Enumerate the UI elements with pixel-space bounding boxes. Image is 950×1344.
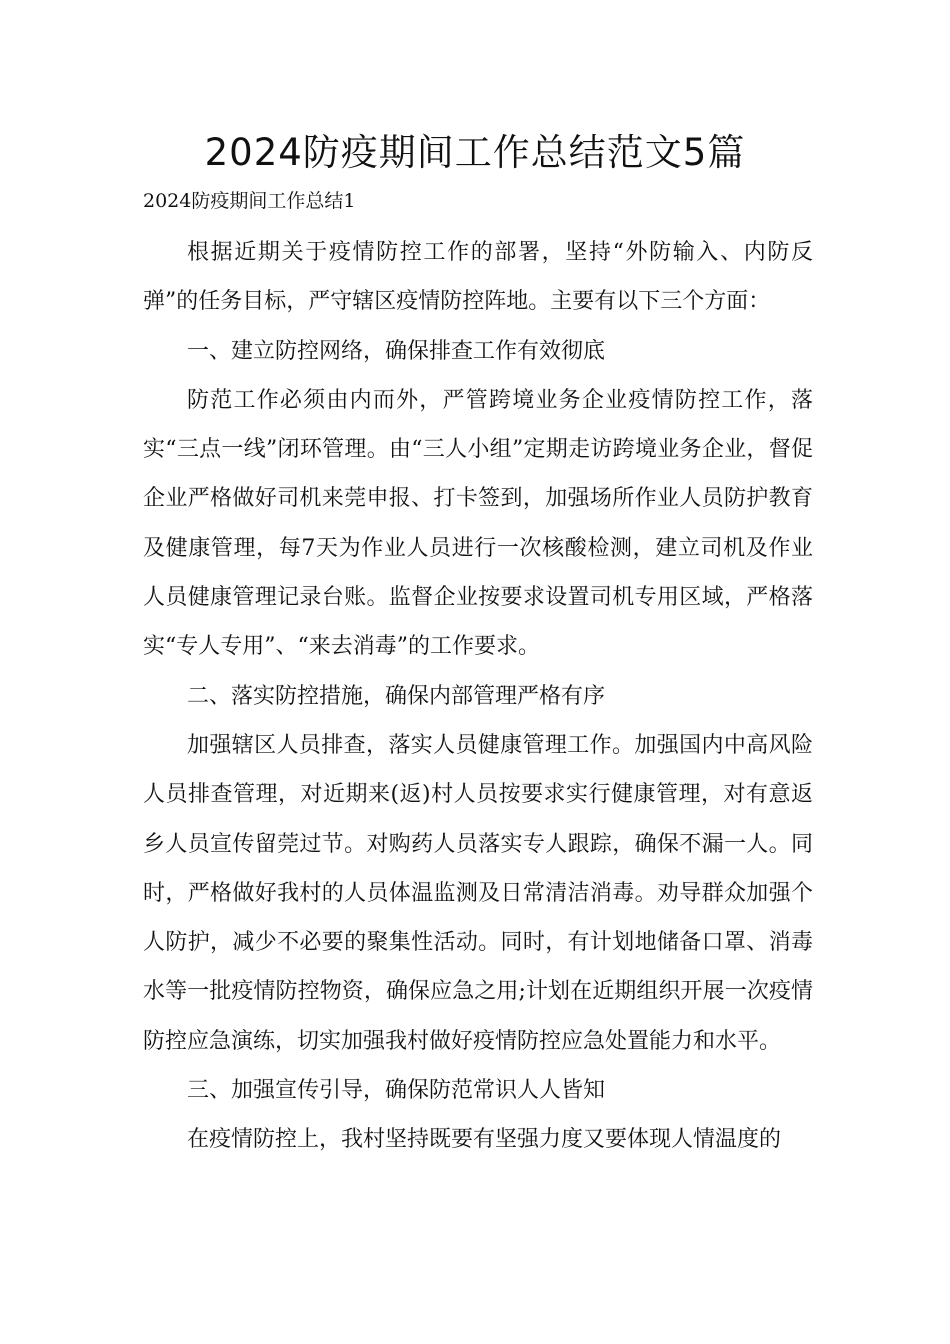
paragraph-section-1: 防范工作必须由内而外，严管跨境业务企业疫情防控工作，落实“三点一线”闭环管理。由“三人小组”定期走访跨境业务企业，督促企业严格做好司机来莞申报、打卡签到，加强场所作业人员防护教育及健康管理，每7天为作业人员进行一次核酸检测，建立司机及作业人员健康管理记录台账。监督企业按要求设置司机专用区域，严格落实“专人专用”、“来去消毒”的工作要求。 bbox=[143, 387, 813, 660]
document-body bbox=[143, 228, 813, 1165]
section-heading-1: 一、建立防控网络，确保排查工作有效彻底 bbox=[187, 338, 606, 364]
section-heading-3: 三、加强宣传引导，确保防范常识人人皆知 bbox=[187, 1078, 606, 1104]
paragraph-section-3: 在疫情防控上，我村坚持既要有坚强力度又要体现人情温度的 bbox=[187, 1127, 782, 1153]
section-subtitle: 2024防疫期间工作总结1 bbox=[143, 190, 356, 212]
paragraph-section-2: 加强辖区人员排查，落实人员健康管理工作。加强国内中高风险人员排查管理，对近期来(返)村人员按要求实行健康管理，对有意返乡人员宣传留莞过节。对购药人员落实专人跟踪，确保不漏一人。同时，严格做好我村的人员体温监测及日常清洁消毒。劝导群众加强个人防护，减少不必要的聚集性活动。同时，有计划地储备口罩、消毒水等一批疫情防控物资，确保应急之用;计划在近期组织开展一次疫情防控应急演练，切实加强我村做好疫情防控应急处置能力和水平。 bbox=[143, 732, 813, 1054]
document-title: 2024防疫期间工作总结范文5篇 bbox=[204, 131, 746, 174]
section-heading-2: 二、落实防控措施，确保内部管理严格有序 bbox=[187, 683, 606, 709]
paragraph-intro: 根据近期关于疫情防控工作的部署，坚持“外防输入、内防反弹”的任务目标，严守辖区疫情防控阵地。主要有以下三个方面： bbox=[143, 240, 813, 315]
